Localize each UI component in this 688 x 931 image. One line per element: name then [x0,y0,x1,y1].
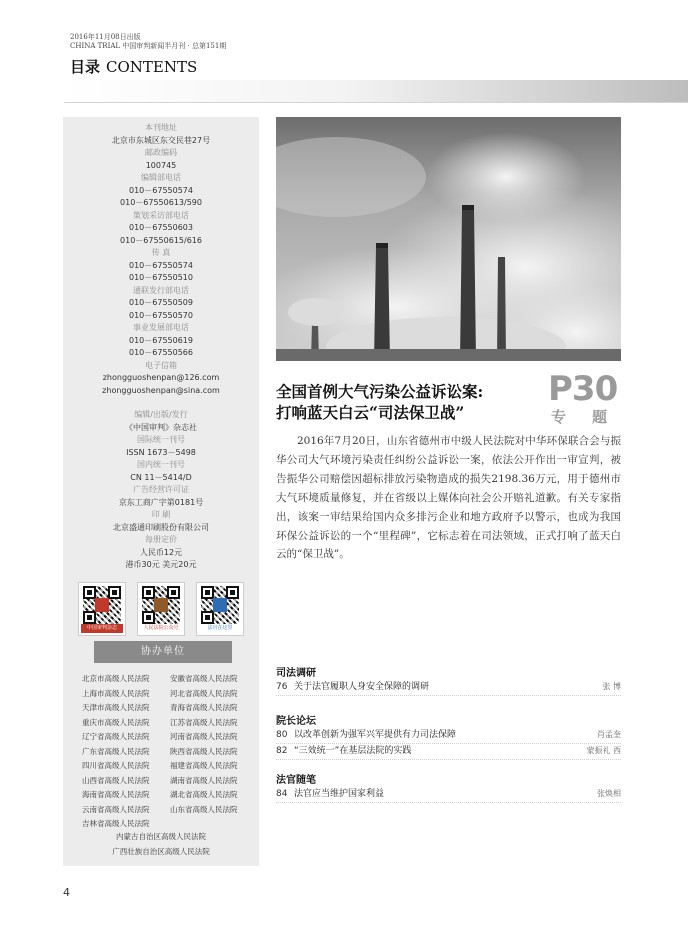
qr-logo-icon [154,598,168,612]
qr-code[interactable] [78,582,126,636]
section-heading: 院长论坛 [276,716,316,727]
court-name: 四川省高级人民法院 [82,761,150,770]
publication-label: 印 刷 [151,510,171,519]
court-name: 重庆市高级人民法院 [82,717,150,727]
masthead-value: 010－67550603 [129,223,193,232]
email-link[interactable]: zhongguoshenpan@sina.com [102,385,220,395]
toc-author: 张 博 [602,682,621,691]
toc-author: 蒙振礼 西 [586,746,621,755]
toc-author: 肖孟奎 [597,730,621,739]
issue-date: 2016年11月08日出版 [70,33,141,41]
masthead-value: 北京市东城区东交民巷27号 [111,135,211,145]
court-name: 云南省高级人民法院 [82,804,150,814]
masthead-label: 传 真 [151,248,171,257]
feature-title-line: 全国首例大气污染公益诉讼案: [276,382,484,401]
qr-logo-icon [213,598,227,612]
masthead-value: 010－67550510 [129,273,193,282]
court-name: 上海市高级人民法院 [82,688,150,698]
court-name: 海南省高级人民法院 [82,790,150,799]
page-title [70,56,197,77]
court-name: 辽宁省高级人民法院 [82,732,150,741]
court-name: 陕西省高级人民法院 [170,746,238,756]
qr-finder [226,586,239,599]
court-name: 天津市高级人民法院 [82,703,150,712]
masthead-info [63,122,259,572]
publication-value: 港币30元 美元20元 [125,560,197,569]
toc-page: 82 [276,746,288,756]
toc-title: 法官应当维护国家利益 [294,789,385,799]
toc-title: 以改革创新为强军兴军提供有力司法保障 [294,730,457,740]
court-name: 安徽省高级人民法院 [170,674,238,683]
publication-value: 《中国审判》杂志社 [125,422,197,432]
masthead-label: 本刊地址 [145,123,177,132]
toc-title: “三效统一”在基层法院的实践 [294,746,412,756]
feature-title-line: 打响蓝天白云“司法保卫战” [276,403,465,422]
court-name: 广西壮族自治区高级人民法院 [112,847,210,856]
qr-finder [167,586,180,599]
masthead-label: 通联发行部电话 [133,285,189,295]
toc-title: 关于法官履职人身安全保障的调研 [294,682,430,692]
qr-finder [142,611,155,624]
masthead-label: 策划采访部电话 [133,210,189,220]
co-organizer-title: 协办单位 [94,641,232,663]
publication-value: 京东工商广字第0181号 [118,497,204,507]
publication-label: 编辑/出版/发行 [134,410,188,419]
masthead-value: 010－67550574 [129,260,193,270]
court-name: 山西省高级人民法院 [82,775,150,785]
masthead-label: 事业发展部电话 [133,323,189,332]
qr-code[interactable] [137,582,185,636]
toc-entry[interactable] [276,743,621,760]
court-name: 河北省高级人民法院 [170,688,238,698]
publication-value: 北京盛通印刷股份有限公司 [113,522,209,532]
qr-caption: 中国审判杂志 [81,624,123,633]
masthead-value: 010－67550509 [129,298,193,307]
journal-line: CHINA TRIAL 中国审判新闻半月刊 · 总第151期 [70,42,227,50]
qr-caption: 人民法院公众号 [140,624,182,633]
toc-entry[interactable] [276,727,621,744]
header-gradient-bar [64,80,688,102]
qr-caption: 法官在这里 [199,624,241,633]
publication-label: 每册定价 [145,535,177,544]
feature-title[interactable] [276,381,483,423]
masthead-label: 编辑部电话 [141,173,181,182]
toc-page: 84 [276,789,288,799]
masthead-value: 010－67550619 [129,335,193,345]
toc-author: 张焕相 [597,789,621,798]
court-list-left [82,672,150,832]
publication-value: 人民币12元 [139,547,183,557]
publication-label: 国内统一刊号 [137,460,185,469]
smokestack-image [276,117,621,361]
toc-entry[interactable] [276,786,621,803]
court-name: 江苏省高级人民法院 [170,717,238,727]
publication-value: ISSN 1673－5498 [126,447,196,457]
feature-section-label: 专题 [551,408,634,426]
masthead-label: 邮政编码 [145,148,177,157]
court-name: 吉林省高级人民法院 [82,819,150,828]
section-heading: 司法调研 [276,668,316,679]
qr-finder [201,611,214,624]
court-name: 湖北省高级人民法院 [170,790,238,799]
section-heading: 法官随笔 [276,775,316,786]
court-name: 青海省高级人民法院 [170,703,238,712]
court-name: 福建省高级人民法院 [170,761,238,770]
court-name: 山东省高级人民法院 [170,804,238,814]
court-name: 广东省高级人民法院 [82,746,150,756]
masthead-value: 010－67550615/616 [120,235,202,245]
court-name: 北京市高级人民法院 [82,674,150,683]
header-divider [64,102,688,103]
court-name: 内蒙古自治区高级人民法院 [116,832,206,841]
masthead-value: 010－67550574 [129,185,193,195]
page-number: 4 [63,886,70,899]
publication-label: 广告经营许可证 [133,485,189,494]
court-list-right [170,672,238,817]
qr-code[interactable] [196,582,244,636]
masthead-value: 010－67550566 [129,348,193,357]
email-link[interactable]: zhongguoshenpan@126.com [102,373,220,382]
masthead-value: 010－67550613/590 [120,198,202,207]
qr-finder [83,611,96,624]
toc-entry[interactable] [276,679,621,696]
toc-title-cn: 目录 [70,58,101,76]
qr-finder [108,586,121,599]
toc-page: 76 [276,682,288,692]
publication-value: CN 11－5414/D [130,472,192,482]
toc-title-en: CONTENTS [106,58,198,76]
masthead-value: 010－67550570 [129,310,193,320]
qr-logo-icon [95,598,109,612]
masthead-value: 100745 [145,160,177,170]
court-name: 湖南省高级人民法院 [170,775,238,785]
feature-page-number: P30 [548,369,618,409]
feature-photo [276,117,621,361]
court-name: 河南省高级人民法院 [170,732,238,741]
masthead-label: 电子信箱 [145,360,177,370]
publication-label: 国际统一刊号 [137,435,185,444]
toc-page: 80 [276,730,288,740]
feature-summary: 2016年7月20日，山东省德州市中级人民法院对中华环保联合会与振华公司大气环境污染责任纠纷公益诉讼一案，依法公开作出一审宣判，被告振华公司赔偿因超标排放污染物造成的损失2198.36万元，用于德州市大气环境质量修复，并在省级以上媒体向社会公开赔礼道歉。有关专家指出，该案一审结果给国内众多排污企业和地方政府予以警示，也成为我国环保公益诉讼的一个“里程碑”，它标志着在司法领域，正式打响了蓝天白云的“保卫战”。 [276,435,621,561]
